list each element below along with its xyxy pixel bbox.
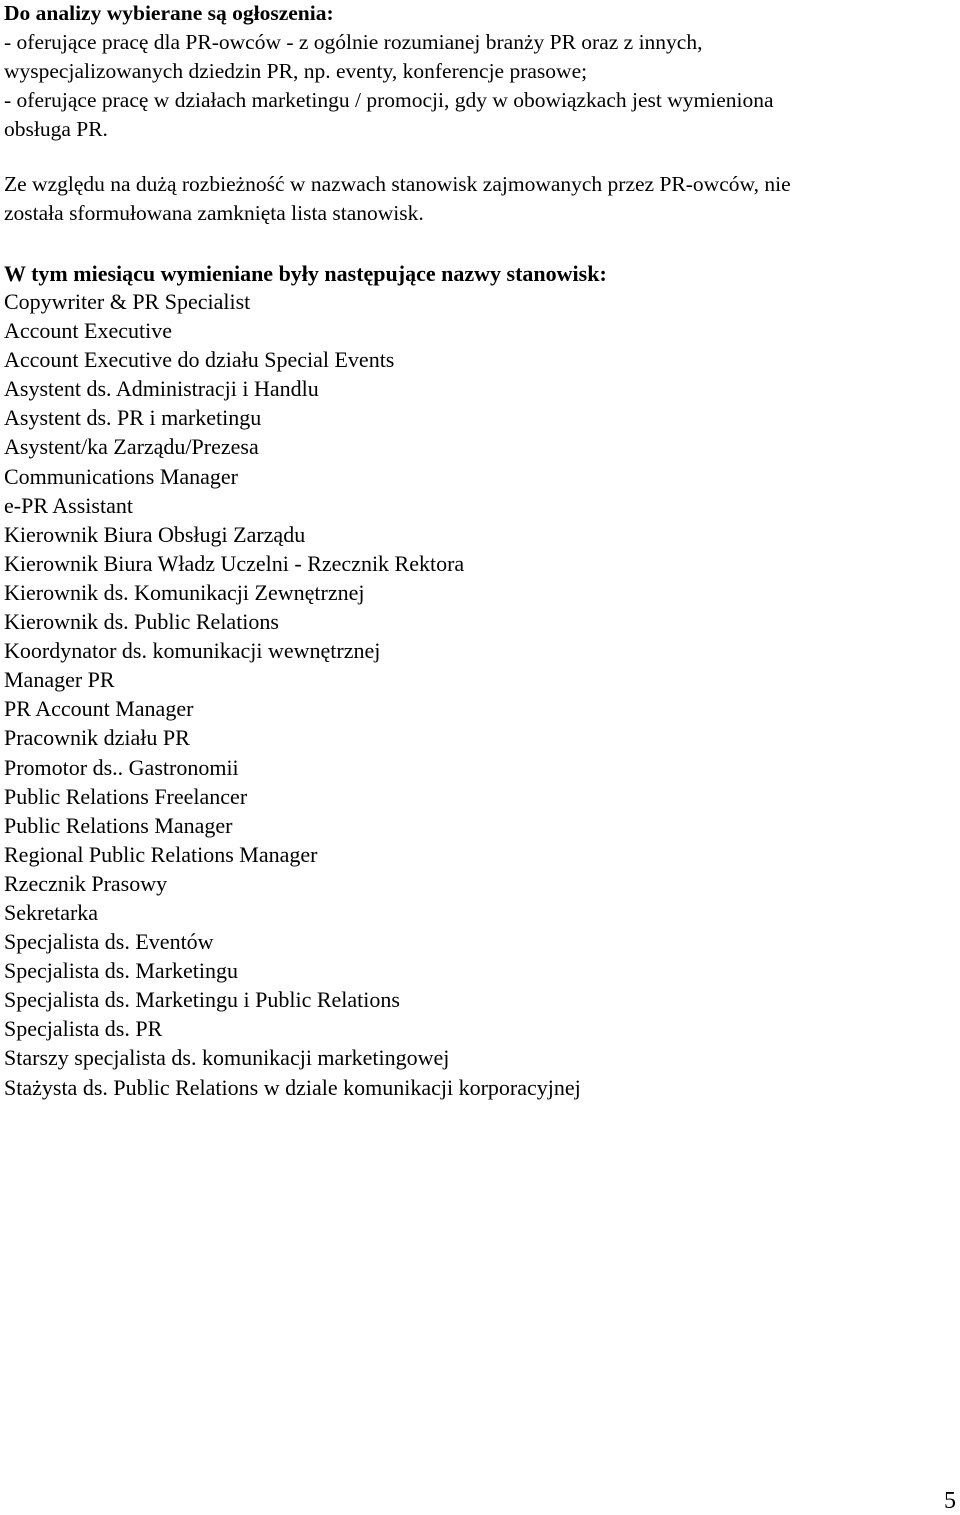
intro-line: - oferujące pracę w działach marketingu / promocji, gdy w obowiązkach jest wymieniona <box>4 88 774 112</box>
position-item: Specjalista ds. Marketingu i Public Relations <box>4 987 400 1013</box>
positions-heading: W tym miesiącu wymieniane były następujące nazwy stanowisk: <box>4 261 607 286</box>
intro-line: wyspecjalizowanych dziedzin PR, np. eventy, konferencje prasowe; <box>4 59 588 83</box>
intro-line: obsługa PR. <box>4 117 108 141</box>
intro-paragraph <box>4 28 774 144</box>
position-item: Specjalista ds. Eventów <box>4 929 214 955</box>
intro-line: - oferujące pracę dla PR-owców - z ogólnie rozumianej branży PR oraz z innych, <box>4 30 703 54</box>
position-item: Public Relations Manager <box>4 812 233 838</box>
position-item: Account Executive do działu Special Events <box>4 347 395 373</box>
positions-list <box>4 287 581 1102</box>
position-item: e-PR Assistant <box>4 492 133 518</box>
position-item: Rzecznik Prasowy <box>4 870 168 896</box>
position-item: Asystent/ka Zarządu/Prezesa <box>4 434 259 460</box>
intro-heading: Do analizy wybierane są ogłoszenia: <box>4 1 334 25</box>
position-item: Regional Public Relations Manager <box>4 841 318 867</box>
position-item: Koordynator ds. komunikacji wewnętrznej <box>4 638 381 664</box>
position-item: Manager PR <box>4 667 115 693</box>
position-item: Starszy specjalista ds. komunikacji marketingowej <box>4 1045 450 1071</box>
position-item: Kierownik Biura Władz Uczelni - Rzecznik Rektora <box>4 550 465 576</box>
position-item: Specjalista ds. Marketingu <box>4 958 239 984</box>
position-item: Public Relations Freelancer <box>4 783 248 809</box>
position-item: Specjalista ds. PR <box>4 1016 163 1042</box>
position-item: Asystent ds. Administracji i Handlu <box>4 376 319 402</box>
position-item: Pracownik działu PR <box>4 725 190 751</box>
position-item: Asystent ds. PR i marketingu <box>4 405 262 431</box>
position-item: PR Account Manager <box>4 696 194 722</box>
position-item: Sekretarka <box>4 899 99 925</box>
position-item: Kierownik ds. Komunikacji Zewnętrznej <box>4 579 365 605</box>
position-item: Copywriter & PR Specialist <box>4 289 251 314</box>
position-item: Promotor ds.. Gastronomii <box>4 754 239 780</box>
paragraph-line: została sformułowana zamknięta lista stanowisk. <box>4 201 424 225</box>
position-item: Kierownik ds. Public Relations <box>4 609 279 635</box>
page-number: 5 <box>944 1488 956 1514</box>
stanowiska-paragraph <box>4 170 791 228</box>
position-item: Communications Manager <box>4 463 239 489</box>
paragraph-line: Ze względu na dużą rozbieżność w nazwach stanowisk zajmowanych przez PR-owców, nie <box>4 172 791 196</box>
position-item: Kierownik Biura Obsługi Zarządu <box>4 521 306 547</box>
position-item: Stażysta ds. Public Relations w dziale komunikacji korporacyjnej <box>4 1074 581 1100</box>
position-item: Account Executive <box>4 318 172 344</box>
